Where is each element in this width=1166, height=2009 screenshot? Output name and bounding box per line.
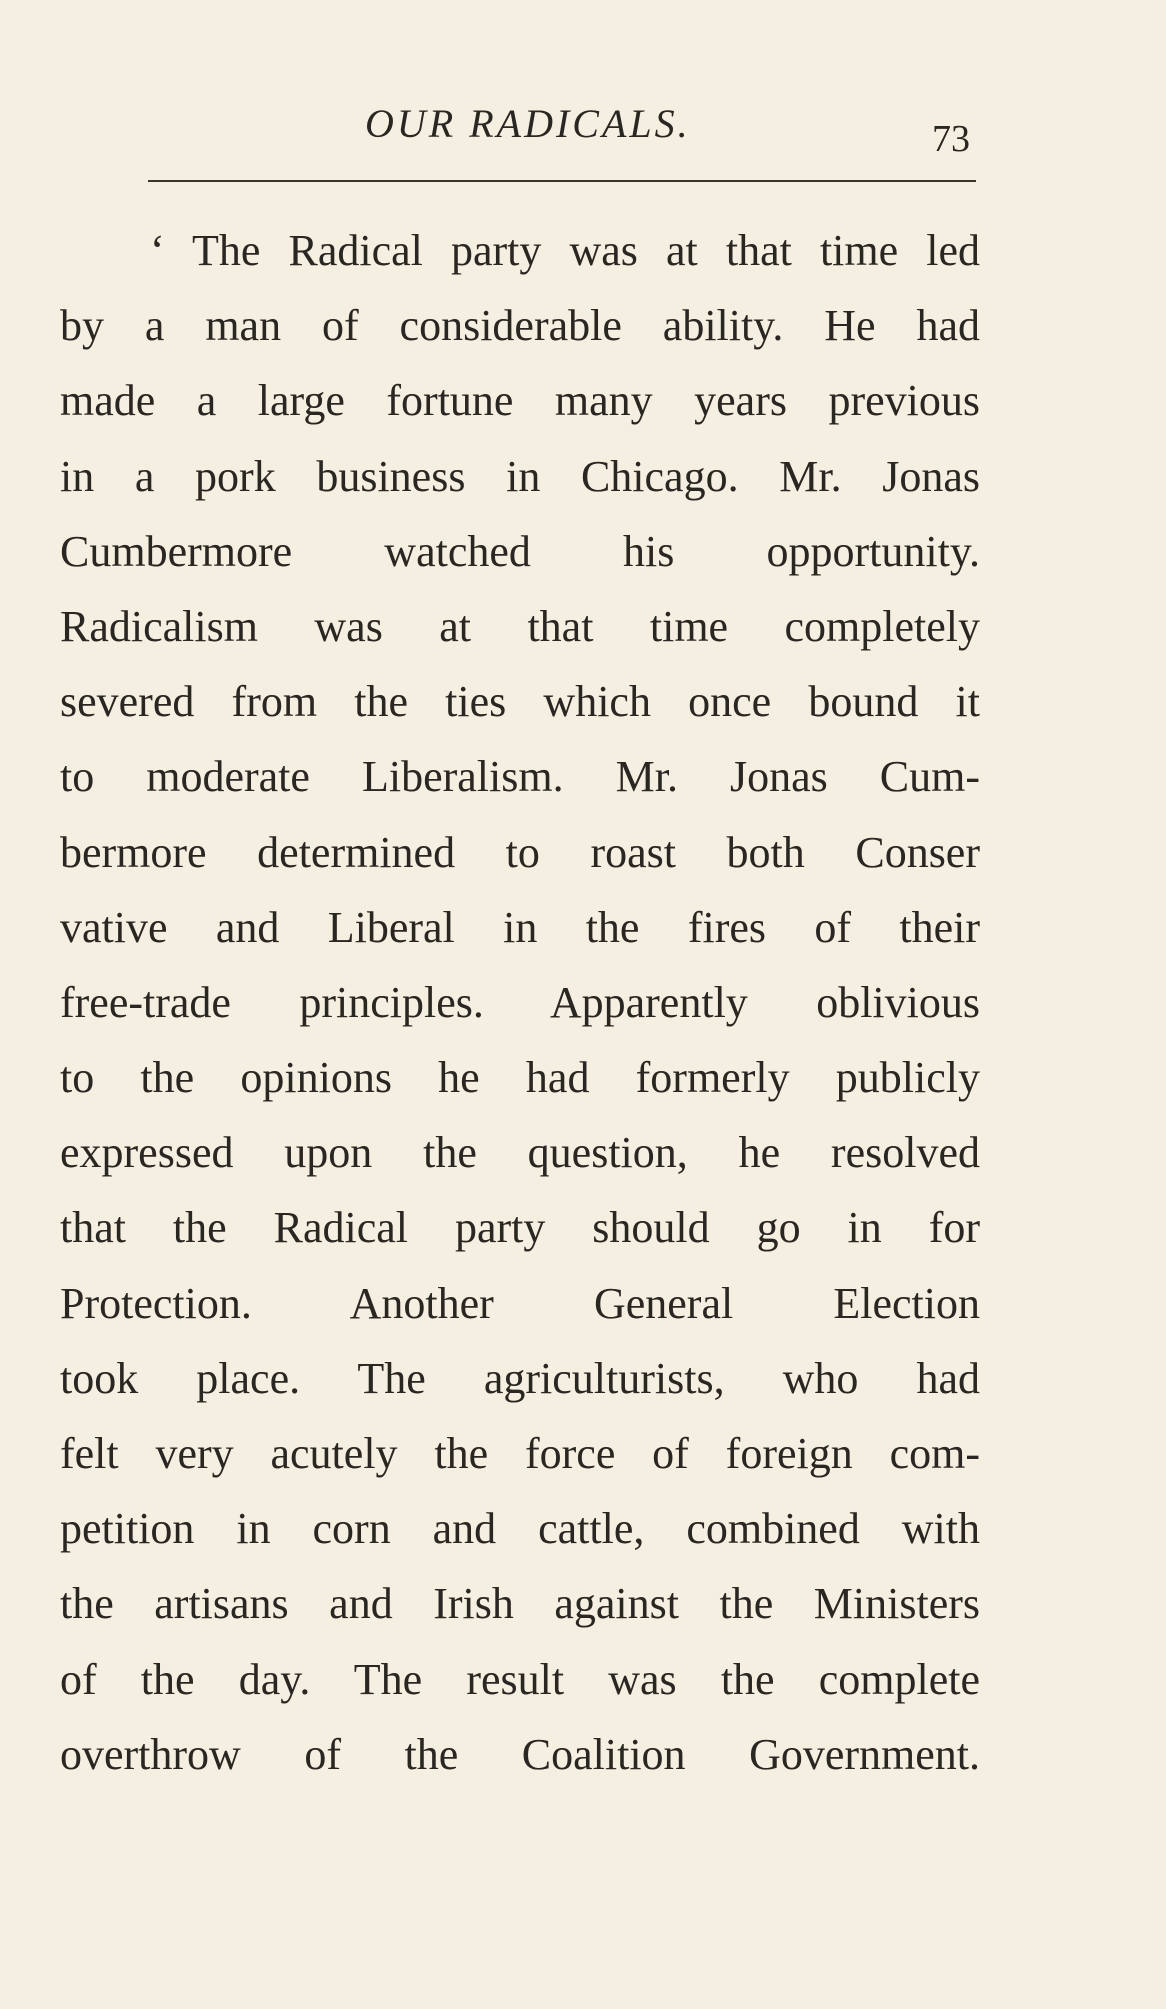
text-line: Cumbermore watched his opportunity. xyxy=(60,526,980,576)
text-line: free-trade principles. Apparently oblivious xyxy=(60,977,980,1027)
text-line: of the day. The result was the complete xyxy=(60,1654,980,1704)
body-paragraph xyxy=(60,213,980,1792)
text-line: severed from the ties which once bound it xyxy=(60,677,980,727)
text-line: vative and Liberal in the fires of their xyxy=(60,902,980,952)
text-line: to moderate Liberalism. Mr. Jonas Cum- xyxy=(60,752,980,802)
text-line: took place. The agriculturists, who had xyxy=(60,1353,980,1403)
text-line: Radicalism was at that time completely xyxy=(60,601,980,651)
running-head xyxy=(0,100,1166,160)
text-line: by a man of considerable ability. He had xyxy=(60,301,980,351)
text-line: made a large fortune many years previous xyxy=(60,376,980,426)
text-line: petition in corn and cattle, combined with xyxy=(60,1504,980,1554)
text-line: that the Radical party should go in for xyxy=(60,1203,980,1253)
running-title: OUR RADICALS. xyxy=(365,101,691,146)
header-rule xyxy=(148,180,976,182)
text-line: ‘ The Radical party was at that time led xyxy=(150,226,980,275)
text-line: expressed upon the question, he resolved xyxy=(60,1128,980,1178)
text-line: the artisans and Irish against the Ministers xyxy=(60,1579,980,1629)
text-line: felt very acutely the force of foreign com- xyxy=(60,1429,980,1478)
text-line: to the opinions he had formerly publicly xyxy=(60,1053,980,1103)
page-number: 73 xyxy=(932,118,970,160)
text-line: bermore determined to roast both Conser xyxy=(60,827,980,877)
text-line: in a pork business in Chicago. Mr. Jonas xyxy=(60,451,980,501)
text-line: Protection. Another General Election xyxy=(60,1278,980,1328)
text-line: overthrow of the Coalition Government. xyxy=(60,1729,980,1779)
